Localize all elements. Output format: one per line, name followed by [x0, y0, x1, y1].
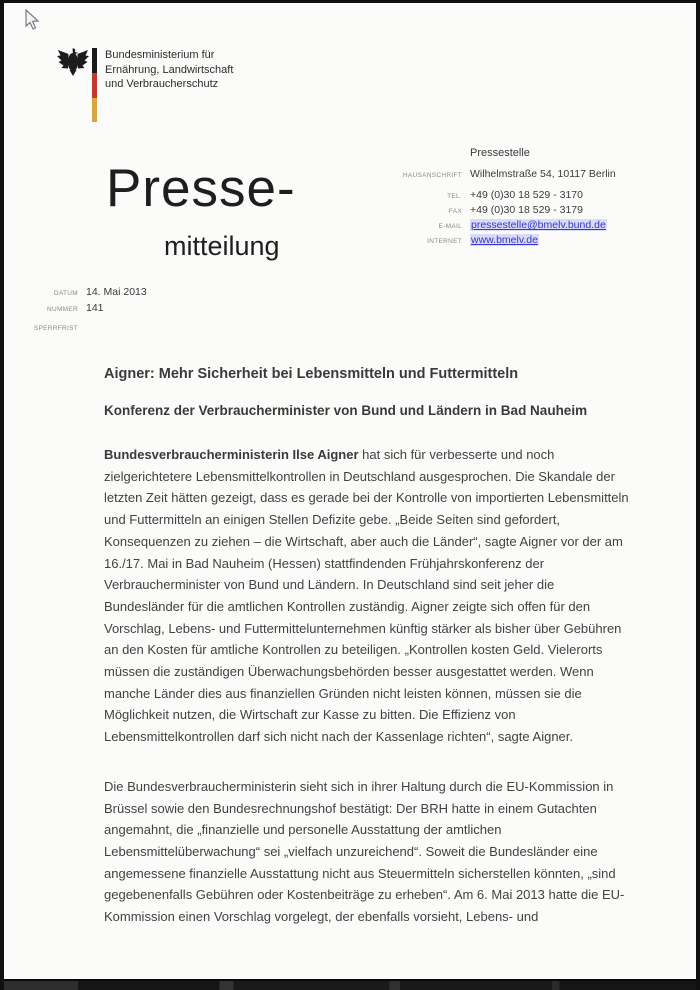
ministry-name-line1: Bundesministerium für — [105, 49, 215, 61]
article-subheadline: Konferenz der Verbraucherminister von Bund und Ländern in Bad Nauheim — [104, 403, 588, 418]
release-meta-block — [22, 286, 147, 336]
date-label: DATUM — [53, 290, 78, 297]
flag-black-band — [92, 48, 97, 73]
mouse-cursor-icon — [24, 9, 40, 31]
paragraph-2 — [104, 776, 632, 928]
document-title-presse: Presse- — [106, 159, 296, 218]
press-office-heading: Pressestelle — [470, 147, 530, 159]
article-body — [104, 444, 632, 928]
article-headline: Aigner: Mehr Sicherheit bei Lebensmitteln und Futtermitteln — [104, 366, 519, 382]
document-title-mitteilung: mitteilung — [164, 231, 280, 261]
paragraph-1-text: hat sich für verbesserte und noch zielgerichtetere Lebensmittelkontrollen in Deutschland ausgesprochen. Die Skandale der letzten Zeit hätten gezeigt, dass es gerade bei der Kontrolle von importierten Lebensmitteln und Futtermitteln an einigen Stellen Defizite gebe. „Beide Seiten sind gefordert, Konsequenzen zu ziehen – die Wirtschaft, aber auch die Länder“, sagte Aigner vor der am 16./17. Mai in Bad Nauheim (Hessen) stattfindenden Frühjahrskonferenz der Verbraucherminister von Bund und Ländern. In Deutschland sind seit jeher die Bundesländer für die amtlichen Kontrollen zuständig. Aigner zeigte sich offen für den Vorschlag, Lebens- und Futtermittelunternehmen künftig stärker als bisher über Gebühren an den Kosten für amtliche Kontrollen zu beteiligen. „Kontrollen kosten Geld. Vielerorts müssen die zuständigen Überwachungsbehörden besser ausgestattet werden. Wenn manche Länder dies aus finanziellen Gründen nicht leisten können, müssen sie die Möglichkeit nutzen, die Wirtschaft zur Kasse zu bitten. Die Effizienz von Lebensmittelkontrollen darf sich nicht nach der Kassenlage richten“, sagte Aigner. — [104, 447, 629, 745]
flag-stripe — [92, 48, 97, 122]
ministry-name — [105, 48, 233, 92]
number-value: 141 — [86, 302, 104, 314]
ministry-name-line2: Ernährung, Landwirtschaft — [105, 63, 234, 76]
ministry-name-line3: und Verbraucherschutz — [105, 78, 219, 90]
embargo-label: SPERRFRIST — [33, 325, 78, 332]
website-link[interactable]: www.bmelv.de — [471, 234, 538, 246]
date-value: 14. Mai 2013 — [86, 286, 147, 298]
paragraph-1 — [104, 444, 632, 748]
internet-label: INTERNET — [427, 238, 462, 245]
number-label: NUMMER — [46, 306, 78, 313]
contact-row-internet — [384, 234, 674, 246]
flag-gold-band — [92, 98, 97, 122]
email-label: E-MAIL — [438, 223, 462, 230]
address-label: HAUSANSCHRIFT — [402, 172, 462, 179]
meta-row-embargo — [22, 318, 147, 332]
address-value: Wilhelmstraße 54, 10117 Berlin — [470, 168, 616, 180]
taskbar-edge — [0, 979, 700, 990]
email-link[interactable]: pressestelle@bmelv.bund.de — [471, 219, 606, 231]
meta-row-date — [22, 286, 147, 298]
federal-eagle-logo-icon — [56, 45, 90, 78]
fax-value: +49 (0)30 18 529 - 3179 — [470, 204, 583, 216]
contact-row-fax — [384, 204, 674, 216]
contact-row-email — [384, 219, 674, 231]
press-office-contact-block — [384, 147, 674, 249]
meta-row-number — [22, 302, 147, 314]
contact-row-tel — [384, 189, 674, 201]
tel-value: +49 (0)30 18 529 - 3170 — [470, 189, 583, 201]
fax-label: FAX — [448, 208, 462, 215]
contact-row-address — [384, 168, 674, 180]
flag-red-band — [92, 73, 97, 97]
tel-label: TEL. — [447, 193, 462, 200]
paragraph-2-text: Die Bundesverbraucherministerin sieht sich in ihrer Haltung durch die EU-Kommission in Brüssel sowie den Bundesrechnungshof bestätigt: Der BRH hatte in einem Gutachten angemahnt, die „finanzielle und personelle Ausstattung der amtlichen Lebensmittelüberwachung“ sei „vielfach unzureichend“. Soweit die Bundesländer eine angemessene finanzielle Ausstattung nicht aus Steuermitteln sicherstellen könnten, „sind gegebenenfalls Gebühren oder Kostenbeiträge zu erheben“. Am 6. Mai 2013 hatte die EU-Kommission einen Vorschlag vorgelegt, der ebenfalls vorsieht, Lebens- und — [104, 778, 625, 925]
paragraph-1-bold-lead: Bundesverbraucherministerin Ilse Aigner — [104, 447, 359, 462]
